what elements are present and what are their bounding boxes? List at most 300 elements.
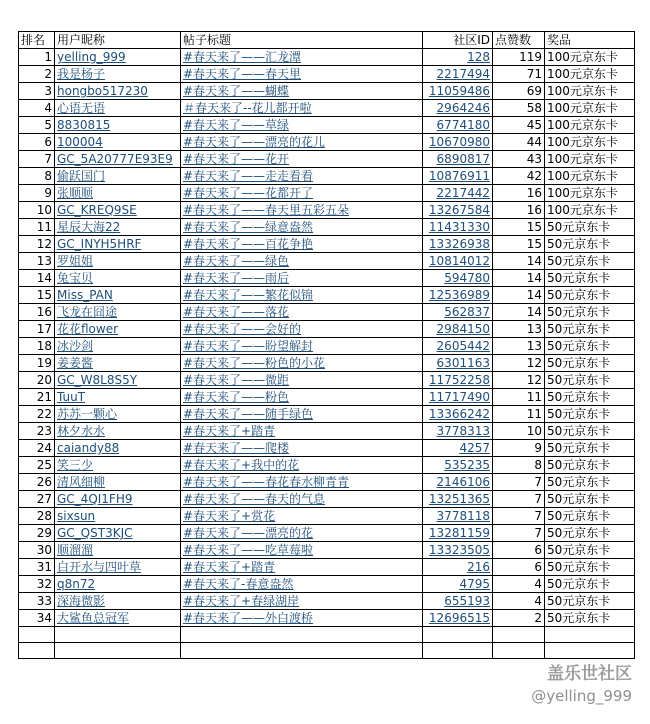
cell-nickname [55,304,181,321]
cell-community-id [423,508,493,525]
cell-community-id-link[interactable]: 10670980 [428,135,490,149]
cell-community-id-link[interactable]: 13267584 [428,203,490,217]
cell-rank-text: 31 [36,560,52,574]
cell-nickname-link[interactable]: GC_5A20777E93E9 [57,152,173,166]
cell-nickname [55,134,181,151]
cell-prize-text: 50元京东卡 [547,458,611,472]
empty-cell [423,627,493,643]
cell-likes [493,457,545,474]
cell-prize [545,440,635,457]
cell-post-title [181,202,423,219]
cell-community-id-link[interactable]: 13326938 [428,237,490,251]
cell-post-title-link[interactable]: #春天来了——雨后 [183,271,290,285]
cell-community-id [423,491,493,508]
cell-nickname-link[interactable]: hongbo517230 [57,84,148,98]
cell-rank-text: 24 [36,441,52,455]
cell-prize [545,338,635,355]
cell-likes-text: 15 [526,220,542,234]
cell-nickname-link[interactable]: GC_KREQ9SE [57,203,137,217]
cell-nickname-link[interactable]: 偷跃国门 [57,169,106,183]
watermark-user: @yelling_999 [531,687,632,705]
table-row [19,236,635,253]
cell-likes-text: 14 [526,254,542,268]
cell-community-id [423,270,493,287]
cell-nickname [55,49,181,66]
cell-rank-text: 20 [36,373,52,387]
cell-post-title-link[interactable]: #春天来了+踏青 [183,560,276,574]
cell-likes [493,406,545,423]
cell-nickname [55,491,181,508]
cell-prize [545,389,635,406]
cell-post-title-link[interactable]: #春天来了+春绿湖岸 [183,594,300,608]
cell-post-title-link[interactable]: #春天来了——爬楼 [183,441,290,455]
cell-post-title-link[interactable]: #春天来了——繁花似锦 [183,288,314,302]
cell-nickname [55,457,181,474]
cell-rank-text: 32 [36,577,52,591]
cell-likes [493,66,545,83]
cell-likes [493,355,545,372]
cell-nickname-link[interactable]: 姜姜酱 [57,356,94,370]
cell-likes [493,389,545,406]
empty-row [19,643,635,659]
cell-likes-text: 6 [534,543,542,557]
cell-nickname-link[interactable]: 深海微影 [57,594,106,608]
cell-post-title-link[interactable]: #春天来了——漂亮的花儿 [183,135,326,149]
cell-post-title-link[interactable]: #春天来了+踏青 [183,424,276,438]
cell-community-id [423,610,493,627]
cell-rank [19,389,55,406]
cell-likes [493,525,545,542]
cell-nickname-link[interactable]: q8n72 [57,577,96,591]
cell-rank-text: 7 [44,152,52,166]
cell-nickname-link[interactable]: 星辰大海22 [57,220,121,234]
cell-community-id-link[interactable]: 13366242 [428,407,490,421]
cell-nickname-link[interactable]: GC_4QI1FH9 [57,492,133,506]
cell-likes [493,287,545,304]
cell-likes [493,559,545,576]
cell-community-id-link[interactable]: 6301163 [436,356,490,370]
cell-rank-text: 27 [36,492,52,506]
cell-community-id [423,355,493,372]
cell-community-id-link[interactable]: 216 [467,560,490,574]
cell-rank-text: 29 [36,526,52,540]
table-row [19,287,635,304]
table-row [19,474,635,491]
cell-rank [19,457,55,474]
cell-community-id-link[interactable]: 12696515 [428,611,490,625]
cell-nickname [55,83,181,100]
cell-post-title-link[interactable]: #春天来了——汇龙潭 [183,50,302,64]
cell-community-id-link[interactable]: 2217442 [436,186,490,200]
table-row [19,440,635,457]
cell-rank [19,610,55,627]
cell-post-title-link[interactable]: #春天来了+赏花 [183,509,276,523]
cell-prize-text: 50元京东卡 [547,407,611,421]
cell-community-id-link[interactable]: 2217494 [436,67,490,81]
cell-rank-text: 26 [36,475,52,489]
cell-rank [19,525,55,542]
cell-community-id [423,66,493,83]
cell-rank-text: 5 [44,118,52,132]
cell-community-id-link[interactable]: 12536989 [428,288,490,302]
cell-rank [19,576,55,593]
empty-cell [55,627,181,643]
cell-community-id [423,117,493,134]
empty-cell [55,643,181,659]
cell-likes-text: 14 [526,305,542,319]
cell-rank [19,100,55,117]
cell-community-id-link[interactable]: 11431330 [428,220,490,234]
cell-post-title-link[interactable]: #春天来了——吃草莓啦 [183,543,314,557]
cell-community-id-link[interactable]: 10814012 [428,254,490,268]
cell-rank [19,542,55,559]
cell-post-title [181,576,423,593]
cell-rank-text: 8 [44,169,52,183]
cell-nickname-link[interactable]: GC_INYH5HRF [57,237,142,251]
cell-prize-text: 50元京东卡 [547,526,611,540]
cell-rank [19,219,55,236]
cell-nickname [55,151,181,168]
cell-post-title [181,610,423,627]
cell-community-id-link[interactable]: 3778118 [436,509,490,523]
cell-rank-text: 14 [36,271,52,285]
cell-community-id-link[interactable]: 2984150 [436,322,490,336]
cell-community-id [423,168,493,185]
empty-cell [493,643,545,659]
cell-prize-text: 50元京东卡 [547,560,611,574]
cell-community-id-link[interactable]: 594780 [444,271,490,285]
cell-likes [493,49,545,66]
cell-prize [545,304,635,321]
cell-rank-text: 21 [36,390,52,404]
cell-nickname-link[interactable]: 兔宝贝 [57,271,94,285]
cell-community-id [423,253,493,270]
cell-likes [493,253,545,270]
cell-prize [545,270,635,287]
table-row [19,270,635,287]
cell-prize [545,168,635,185]
cell-nickname-link[interactable]: 白开水与四叶草 [57,560,142,574]
cell-rank-text: 33 [36,594,52,608]
cell-nickname-link[interactable]: TuuT [57,390,86,404]
cell-nickname-link[interactable]: 张顺顺 [57,186,94,200]
cell-nickname [55,185,181,202]
table-row [19,134,635,151]
cell-post-title [181,168,423,185]
cell-nickname [55,117,181,134]
cell-community-id-link[interactable]: 2146106 [436,475,490,489]
cell-community-id-link[interactable]: 10876911 [428,169,490,183]
cell-community-id-link[interactable]: 13281159 [428,526,490,540]
cell-nickname-link[interactable]: Miss_PAN [57,288,113,302]
cell-post-title-link[interactable]: #春天来了——绿意盎然 [183,220,314,234]
cell-rank-text: 10 [36,203,52,217]
cell-prize-text: 100元京东卡 [547,186,618,200]
cell-community-id-link[interactable]: 4795 [459,577,490,591]
table-row [19,66,635,83]
cell-post-title-link[interactable]: #春天来了——百花争艳 [183,237,314,251]
cell-nickname-link[interactable]: GC_QST3KJC [57,526,133,540]
cell-post-title-link[interactable]: #春天来了——花都开了 [183,186,314,200]
cell-rank [19,338,55,355]
table-row [19,100,635,117]
cell-rank-text: 17 [36,322,52,336]
cell-likes-text: 11 [526,407,542,421]
cell-community-id-link[interactable]: 11752258 [428,373,490,387]
cell-community-id-link[interactable]: 128 [467,50,490,64]
table-row [19,491,635,508]
cell-community-id-link[interactable]: 13251365 [428,492,490,506]
cell-rank [19,236,55,253]
cell-likes [493,100,545,117]
cell-nickname [55,253,181,270]
cell-post-title [181,117,423,134]
cell-likes [493,474,545,491]
cell-community-id [423,100,493,117]
cell-nickname-link[interactable]: GC_W8L8S5Y [57,373,138,387]
cell-post-title-link[interactable]: #春天来了——花开 [183,152,290,166]
cell-nickname-link[interactable]: yelling_999 [57,50,126,64]
table-row [19,525,635,542]
cell-prize-text: 50元京东卡 [547,509,611,523]
cell-post-title-link[interactable]: #春天来了——粉色的小花 [183,356,326,370]
cell-post-title-link[interactable]: #春天来了+我中的花 [183,458,300,472]
cell-prize [545,525,635,542]
cell-community-id-link[interactable]: 6890817 [436,152,490,166]
cell-post-title-link[interactable]: #春天来了——盼望解封 [183,339,314,353]
cell-rank [19,474,55,491]
cell-post-title [181,423,423,440]
cell-post-title-link[interactable]: #春天来了——会好的 [183,322,302,336]
cell-rank [19,202,55,219]
watermark [531,662,632,706]
cell-nickname-link[interactable]: caiandy88 [57,441,120,455]
cell-nickname [55,355,181,372]
cell-post-title-link[interactable]: #春天来了——走走看看 [183,169,314,183]
cell-community-id [423,423,493,440]
cell-nickname-link[interactable]: 苏苏一颗心 [57,407,118,421]
cell-likes-text: 119 [519,50,542,64]
empty-cell [19,643,55,659]
cell-nickname-link[interactable]: 我是杨子 [57,67,106,81]
cell-community-id [423,338,493,355]
cell-rank [19,83,55,100]
cell-post-title-link[interactable]: #春天来了——春花春水柳青青 [183,475,350,489]
cell-post-title [181,559,423,576]
cell-likes [493,321,545,338]
table-row [19,406,635,423]
cell-post-title [181,457,423,474]
header-nickname: 用户昵称 [55,32,181,49]
cell-nickname [55,576,181,593]
cell-community-id [423,151,493,168]
cell-nickname-link[interactable]: 8830815 [57,118,111,132]
cell-community-id-link[interactable]: 11059486 [428,84,490,98]
cell-rank-text: 30 [36,543,52,557]
table-row [19,542,635,559]
cell-likes [493,270,545,287]
cell-nickname-link[interactable]: sixsun [57,509,96,523]
empty-cell [493,627,545,643]
cell-prize [545,508,635,525]
cell-likes [493,508,545,525]
cell-nickname-link[interactable]: 冰沙剑 [57,339,94,353]
cell-post-title-link[interactable]: #春天来了——随手绿色 [183,407,314,421]
cell-likes-text: 7 [534,509,542,523]
cell-post-title-link[interactable]: #春天来了——落花 [183,305,290,319]
cell-community-id-link[interactable]: 535235 [444,458,490,472]
empty-row [19,627,635,643]
cell-post-title [181,508,423,525]
cell-community-id [423,202,493,219]
cell-likes-text: 13 [526,339,542,353]
header-likes: 点赞数 [493,32,545,49]
cell-rank [19,321,55,338]
cell-likes [493,83,545,100]
cell-rank-text: 16 [36,305,52,319]
cell-nickname-link[interactable]: 100004 [57,135,103,149]
cell-rank-text: 22 [36,407,52,421]
cell-rank [19,559,55,576]
cell-post-title [181,321,423,338]
cell-likes-text: 16 [526,186,542,200]
table-row [19,117,635,134]
cell-post-title [181,593,423,610]
cell-post-title-link[interactable]: ＃春天来了--花儿都开啦 [183,101,312,115]
cell-prize-text: 50元京东卡 [547,373,611,387]
cell-nickname [55,372,181,389]
cell-rank-text: 1 [44,50,52,64]
cell-prize-text: 50元京东卡 [547,220,611,234]
cell-likes-text: 16 [526,203,542,217]
cell-community-id [423,406,493,423]
cell-post-title-link[interactable]: #春天来了——粉色 [183,390,290,404]
cell-prize [545,287,635,304]
cell-prize [545,593,635,610]
cell-likes [493,593,545,610]
cell-likes-text: 7 [534,492,542,506]
cell-prize-text: 100元京东卡 [547,118,618,132]
cell-post-title [181,491,423,508]
cell-community-id [423,185,493,202]
cell-post-title-link[interactable]: #春天来了——外白渡桥 [183,611,314,625]
cell-likes [493,117,545,134]
cell-likes-text: 7 [534,526,542,540]
cell-likes-text: 6 [534,560,542,574]
cell-nickname-link[interactable]: 罗姐姐 [57,254,94,268]
cell-likes-text: 43 [526,152,542,166]
cell-community-id [423,219,493,236]
cell-nickname-link[interactable]: 顺溜溜 [57,543,94,557]
cell-post-title-link[interactable]: #春天来了-春意盎然 [183,577,294,591]
cell-likes [493,576,545,593]
cell-prize [545,406,635,423]
cell-post-title-link[interactable]: #春天来了——绿色 [183,254,290,268]
empty-cell [181,627,423,643]
cell-rank-text: 13 [36,254,52,268]
cell-post-title [181,270,423,287]
cell-community-id-link[interactable]: 6774180 [436,118,490,132]
cell-prize [545,355,635,372]
cell-community-id [423,49,493,66]
cell-community-id-link[interactable]: 2605442 [436,339,490,353]
cell-prize-text: 50元京东卡 [547,441,611,455]
cell-prize-text: 50元京东卡 [547,611,611,625]
cell-community-id-link[interactable]: 11717490 [428,390,490,404]
cell-post-title-link[interactable]: #春天来了——春天里 [183,67,302,81]
cell-likes-text: 15 [526,237,542,251]
cell-community-id [423,576,493,593]
cell-post-title [181,440,423,457]
cell-prize [545,423,635,440]
cell-community-id-link[interactable]: 13323505 [428,543,490,557]
cell-prize-text: 50元京东卡 [547,356,611,370]
cell-rank [19,423,55,440]
cell-prize [545,185,635,202]
cell-community-id-link[interactable]: 2964246 [436,101,490,115]
cell-prize [545,253,635,270]
cell-rank [19,185,55,202]
cell-community-id [423,457,493,474]
cell-post-title [181,134,423,151]
cell-likes-text: 13 [526,322,542,336]
cell-nickname-link[interactable]: 笑三少 [57,458,94,472]
cell-community-id [423,525,493,542]
cell-likes-text: 45 [526,118,542,132]
cell-prize-text: 100元京东卡 [547,203,618,217]
cell-prize [545,134,635,151]
cell-rank [19,168,55,185]
cell-prize-text: 50元京东卡 [547,577,611,591]
cell-post-title-link[interactable]: #春天来了——春天里五彩五朵 [183,203,350,217]
cell-nickname-link[interactable]: 大鲨鱼总冠军 [57,611,130,625]
cell-likes [493,542,545,559]
cell-post-title [181,151,423,168]
cell-community-id-link[interactable]: 655193 [444,594,490,608]
cell-nickname [55,168,181,185]
cell-community-id [423,389,493,406]
cell-community-id [423,440,493,457]
cell-likes [493,491,545,508]
cell-nickname-link[interactable]: 清风细柳 [57,475,106,489]
table-row [19,593,635,610]
cell-post-title-link[interactable]: #春天来了——春天的气息 [183,492,326,506]
cell-prize [545,117,635,134]
cell-community-id-link[interactable]: 4257 [459,441,490,455]
cell-prize-text: 100元京东卡 [547,152,618,166]
cell-community-id-link[interactable]: 562837 [444,305,490,319]
cell-nickname-link[interactable]: 花花flower [57,322,119,336]
cell-post-title-link[interactable]: #春天来了——蝴蝶 [183,84,290,98]
cell-community-id [423,542,493,559]
cell-prize-text: 50元京东卡 [547,594,611,608]
table-row [19,559,635,576]
cell-community-id-link[interactable]: 3778313 [436,424,490,438]
cell-likes [493,423,545,440]
cell-nickname [55,593,181,610]
cell-likes [493,219,545,236]
cell-rank-text: 4 [44,101,52,115]
cell-nickname-link[interactable]: 飞龙在囧途 [57,305,118,319]
cell-nickname-link[interactable]: 心语无语 [57,101,106,115]
cell-post-title-link[interactable]: #春天来了——漂亮的花 [183,526,314,540]
cell-post-title-link[interactable]: #春天来了——草绿 [183,118,290,132]
cell-nickname-link[interactable]: 林夕水水 [57,424,106,438]
cell-post-title [181,372,423,389]
cell-prize [545,372,635,389]
cell-rank [19,66,55,83]
cell-post-title-link[interactable]: #春天来了——微距 [183,373,290,387]
